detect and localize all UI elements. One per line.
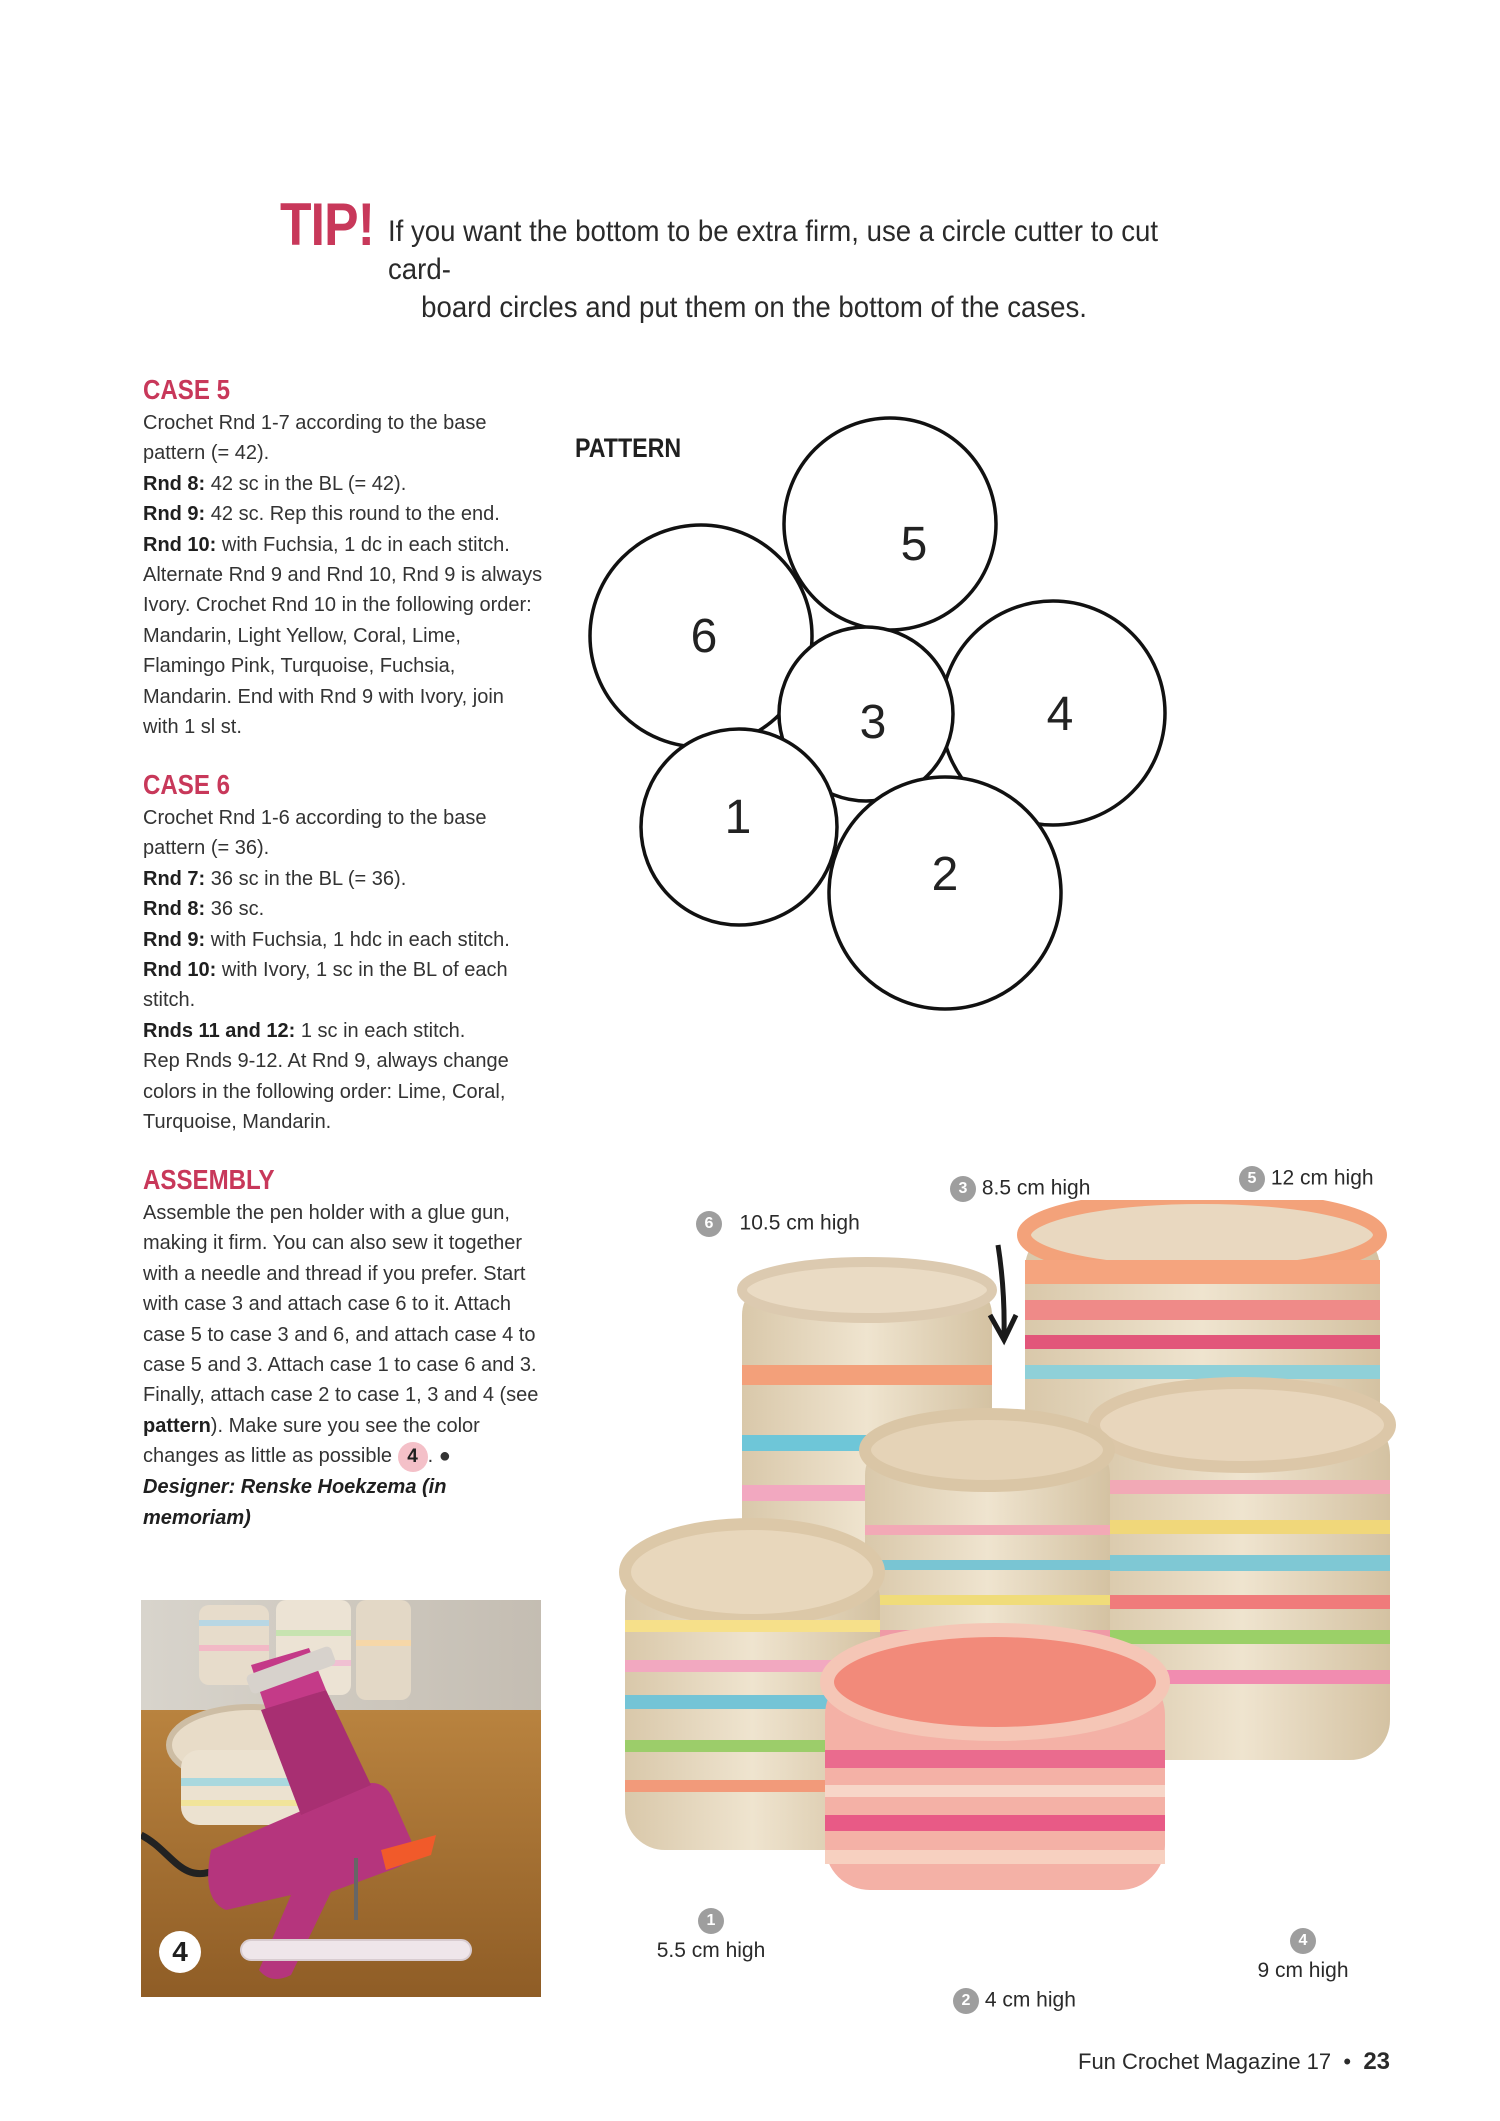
page-footer <box>1078 2048 1390 2076</box>
case5-rnd10: Rnd 10: with Fuchsia, 1 dc in each stitch. Alternate Rnd 9 and Rnd 10, Rnd 9 is always Ivory. Crochet Rnd 10 in the following order: Mandarin, Light Yellow, Coral, Lime, Flamingo Pink, Turquoise, Fuchsia, Mandarin. End with Rnd 9 with Ivory, join with 1 sl st. <box>143 533 543 739</box>
label-case-6: 6 10.5 cm high <box>696 1211 860 1237</box>
pattern-number-5: 5 <box>900 518 928 571</box>
case5-section <box>143 372 543 742</box>
pattern-label: PATTERN <box>575 433 682 463</box>
page-number: 23 <box>1363 2048 1391 2075</box>
photo-step-badge: 4 <box>159 1931 201 1973</box>
case5-rnd9: Rnd 9: 42 sc. Rep this round to the end. <box>143 503 500 526</box>
tip-heading: TIP! <box>280 191 375 258</box>
designer-credit: Designer: Renske Hoekzema (in memoriam) <box>143 1476 447 1529</box>
label-case-5: 5 12 cm high <box>1239 1166 1374 1192</box>
case6-rnd9: Rnd 9: with Fuchsia, 1 hdc in each stitch. <box>143 928 510 951</box>
tip-text <box>388 213 1179 327</box>
case6-section <box>143 767 543 1137</box>
case6-rnd10: Rnd 10: with Ivory, 1 sc in the BL of each stitch. <box>143 959 508 1012</box>
case-3-marker: 3 <box>950 1176 976 1202</box>
pattern-number-4: 4 <box>1046 688 1074 741</box>
pattern-number-1: 1 <box>724 791 752 844</box>
assembly-text: Assemble the pen holder with a glue gun, making it firm. You can also sew it together with a needle and thread if you prefer. Start with case 3 and attach case 6 to it. Attach case 5 to case 3 and 6, and attach case 4 to case 5 and 3. Attach case 1 to case 6 and 3. Finally, attach case 2 to case 1, 3 and 4 (see pattern). Make sure you see the color changes as little as possible 4 . ● <box>143 1198 543 1472</box>
case6-rnd7: Rnd 7: 36 sc in the BL (= 36). <box>143 867 407 890</box>
case-2-marker: 2 <box>953 1988 979 2014</box>
case6-repeat: Rep Rnds 9-12. At Rnd 9, always change colors in the following order: Lime, Coral, Turquoise, Mandarin. <box>143 1050 509 1134</box>
label-case-4: 4 9 cm high <box>1253 1928 1353 1988</box>
tip-line-1: If you want the bottom to be extra firm, use a circle cutter to cut card- <box>388 215 1159 286</box>
case6-title: CASE 6 <box>143 769 230 800</box>
case6-rnd11-12: Rnds 11 and 12: 1 sc in each stitch. <box>143 1019 466 1042</box>
label-case-1: 1 5.5 cm high <box>656 1908 766 1968</box>
assembly-title: ASSEMBLY <box>143 1164 275 1195</box>
magazine-name: Fun Crochet Magazine 17 <box>1078 2049 1332 2074</box>
case5-title: CASE 5 <box>143 374 230 405</box>
assembly-section <box>143 1162 543 1533</box>
tip-line-2: board circles and put them on the bottom of the cases. <box>421 291 1087 324</box>
footer-bullet: • <box>1343 2049 1352 2074</box>
label-case-3: 3 8.5 cm high <box>950 1176 1090 1202</box>
case-6-marker: 6 <box>696 1211 722 1237</box>
glue-gun-photo <box>141 1600 541 1997</box>
crochet-baskets-photo <box>600 1200 1420 1920</box>
case6-intro: Crochet Rnd 1-6 according to the base pattern (= 36). <box>143 807 487 860</box>
pattern-number-2: 2 <box>931 848 959 901</box>
case-1-marker: 1 <box>698 1908 724 1934</box>
pattern-number-3: 3 <box>859 696 887 749</box>
label-case-2: 2 4 cm high <box>953 1988 1076 2014</box>
case-5-marker: 5 <box>1239 1166 1265 1192</box>
glue-gun-illustration <box>141 1600 541 1997</box>
pattern-number-6: 6 <box>690 610 718 663</box>
case5-intro: Crochet Rnd 1-7 according to the base pattern (= 42). <box>143 412 487 465</box>
step-badge: 4 <box>398 1442 428 1472</box>
pattern-diagram <box>560 400 1180 1020</box>
pattern-circle-5 <box>784 418 996 630</box>
case5-rnd8: Rnd 8: 42 sc in the BL (= 42). <box>143 472 407 495</box>
case-4-marker: 4 <box>1290 1928 1316 1954</box>
case6-rnd8: Rnd 8: 36 sc. <box>143 898 265 921</box>
